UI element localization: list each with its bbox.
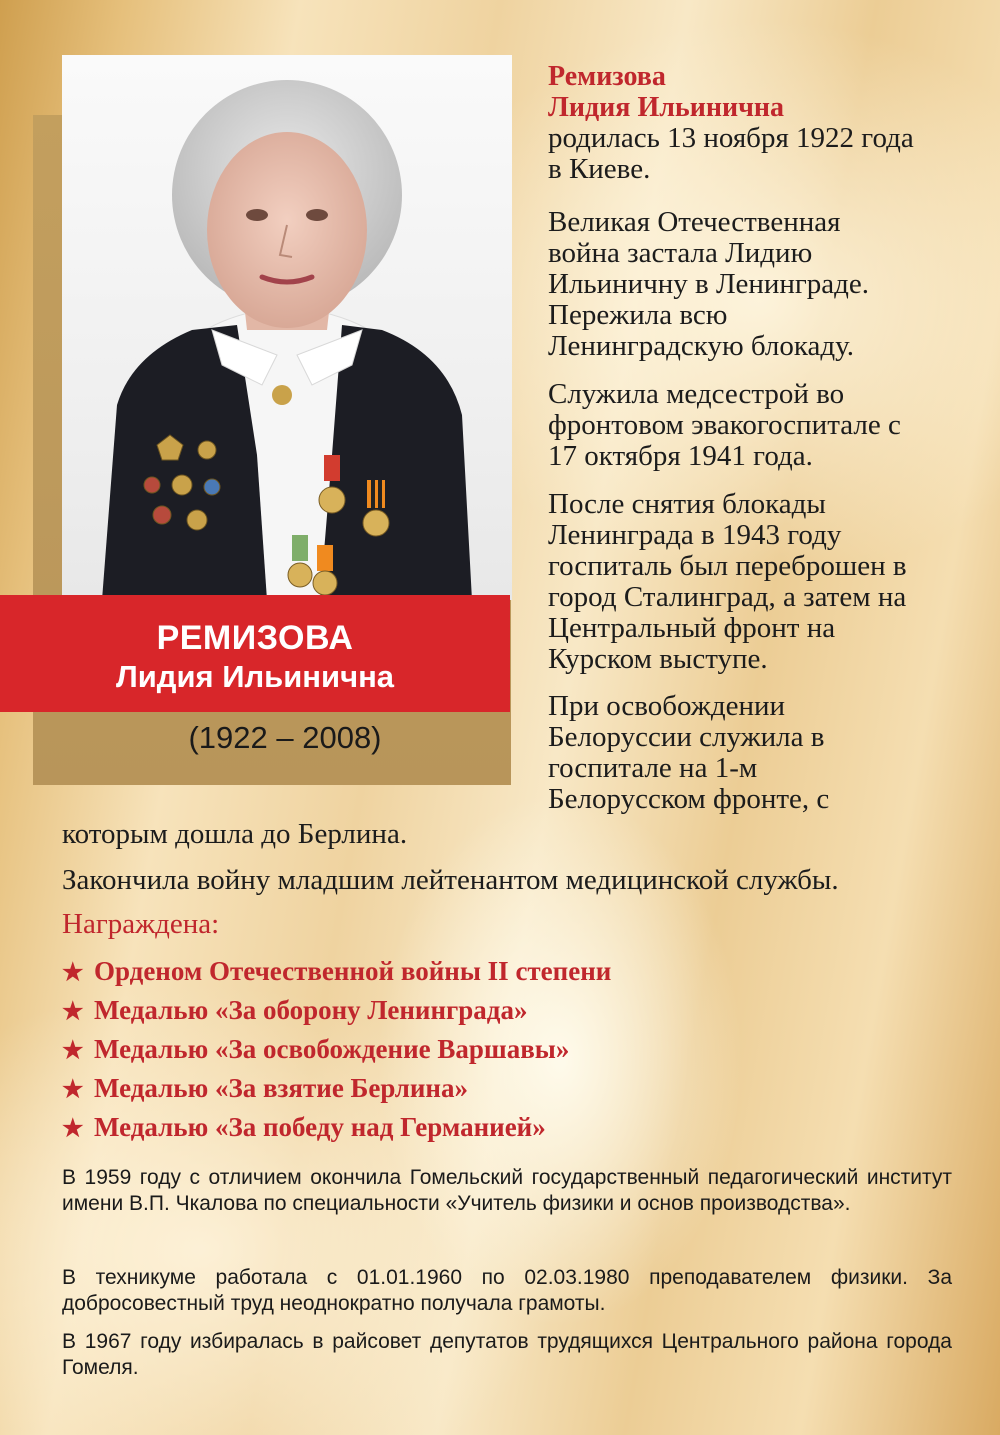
bio-line: город Сталинград, а затем на [548, 581, 907, 613]
bio-line: госпиталь был переброшен в [548, 550, 907, 582]
bio-paragraph [548, 691, 829, 815]
star-icon: ★ [62, 1116, 84, 1142]
bio-line: Белорусском фронте, с [548, 783, 830, 815]
portrait-photo [62, 55, 512, 600]
award-item [62, 1034, 569, 1065]
bio-line: Ленинграда в 1943 году [548, 519, 842, 551]
bio-war-end: Закончила войну младшим лейтенантом медицинской службы. [62, 864, 839, 896]
award-label: Медалью «За взятие Берлина» [94, 1073, 468, 1103]
banner-surname: РЕМИЗОВА [156, 619, 354, 657]
bio-name-line2: Лидия Ильинична [548, 92, 785, 123]
star-icon: ★ [62, 1077, 84, 1103]
work-paragraph: В техникуме работала с 01.01.1960 по 02.03.1980 преподавателем физики. За добросовестный труд неоднократно получала грамоты. [62, 1266, 952, 1315]
name-banner [0, 595, 510, 712]
bio-line: Пережила всю [548, 299, 728, 331]
bio-line: родилась 13 ноября 1922 года [548, 122, 914, 154]
star-icon: ★ [62, 1038, 84, 1064]
bio-line: в Киеве. [548, 153, 651, 185]
bio-continuation: которым дошла до Берлина. [62, 818, 408, 850]
bio-line: 17 октября 1941 года. [548, 440, 813, 472]
award-label: Медалью «За освобождение Варшавы» [94, 1034, 570, 1064]
banner-given-name: Лидия Ильинична [115, 659, 395, 694]
education-paragraph: В 1959 году с отличием окончила Гомельский государственный педагогический институт имени В.П. Чкалова по специальности «Учитель физики и основ производства». [62, 1166, 952, 1215]
award-label: Орденом Отечественной войны II степени [94, 956, 612, 986]
award-item [62, 956, 611, 987]
bio-line: фронтовом эвакогоспитале с [548, 409, 901, 441]
bio-paragraph [548, 123, 914, 185]
bio-line: война застала Лидию [548, 237, 813, 269]
bio-line: При освобождении [548, 690, 786, 722]
award-item [62, 1112, 546, 1143]
bio-line: Курском выступе. [548, 643, 768, 675]
bio-line: Великая Отечественная [548, 206, 841, 238]
bio-line: госпитале на 1-м [548, 752, 758, 784]
bio-line: Центральный фронт на [548, 612, 836, 644]
bio-paragraph [548, 489, 907, 675]
bio-line: Белоруссии служила в [548, 721, 825, 753]
award-item [62, 995, 527, 1026]
awards-title: Награждена: [62, 908, 220, 940]
bio-paragraph [548, 379, 901, 472]
bio-name-line1: Ремизова [548, 61, 666, 92]
award-label: Медалью «За победу над Германией» [94, 1112, 546, 1142]
life-years: (1922 – 2008) [188, 720, 382, 755]
bio-paragraph [548, 207, 869, 362]
bio-line: Служила медсестрой во [548, 378, 845, 410]
bio-name-block [548, 61, 914, 185]
star-icon: ★ [62, 960, 84, 986]
bio-line: После снятия блокады [548, 488, 826, 520]
portrait-illustration [62, 55, 512, 600]
bio-line: Ленинградскую блокаду. [548, 330, 855, 362]
star-icon: ★ [62, 999, 84, 1025]
council-paragraph: В 1967 году избиралась в райсовет депутатов трудящихся Центрального района города Гомеля. [62, 1330, 952, 1379]
award-label: Медалью «За оборону Ленинграда» [94, 995, 528, 1025]
award-item [62, 1073, 468, 1104]
bio-line: Ильиничну в Ленинграде. [548, 268, 870, 300]
